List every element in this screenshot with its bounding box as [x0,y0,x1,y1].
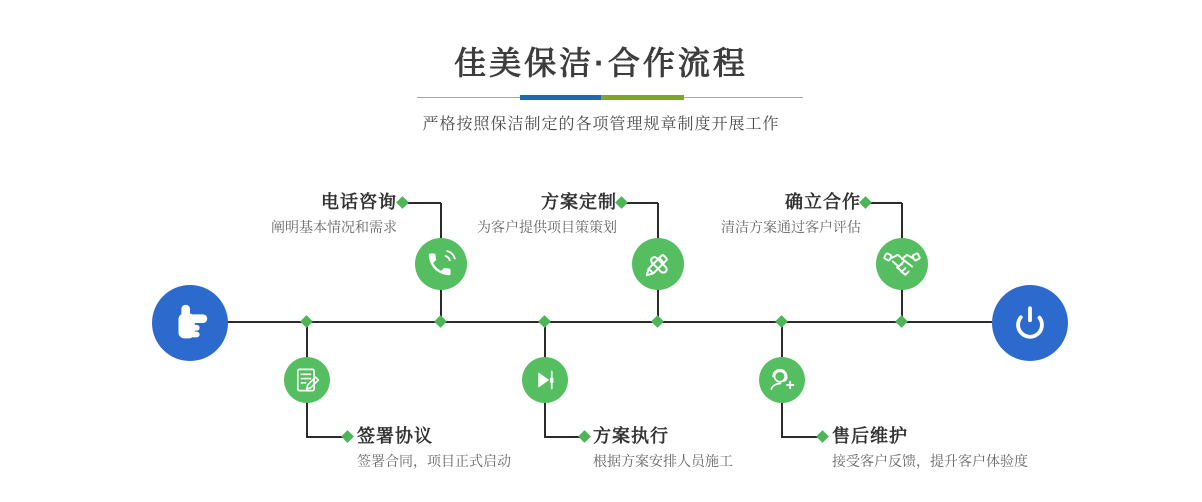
diamond-marker [651,315,664,328]
step-callout-phone [271,190,397,238]
step-node-cooperate [876,238,928,290]
diamond-marker [300,315,313,328]
title-divider-blue-segment [520,95,601,100]
document-sign-icon [290,363,324,397]
handshake-icon [882,244,922,284]
step-node-execute [522,357,568,403]
step-title: 确立合作 [785,192,861,212]
diamond-marker [816,430,829,443]
pointing-hand-icon [167,300,213,346]
step-desc: 为客户提供项目策策划 [477,219,617,235]
step-title: 签署协议 [357,426,433,446]
diamond-marker [859,196,872,209]
diamond-marker [396,196,409,209]
timeline-main-line [227,321,992,323]
step-desc: 接受客户反馈，提升客户体验度 [832,453,1028,469]
diamond-marker [434,315,447,328]
step-title: 电话咨询 [321,192,397,212]
step-callout-execute [593,424,733,472]
step-node-contract [284,357,330,403]
diamond-marker [895,315,908,328]
pencil-design-icon [638,244,678,284]
step-callout-cooperate [721,190,861,238]
play-slider-icon [528,363,562,397]
diamond-marker [341,430,354,443]
step-node-phone [415,238,467,290]
timeline-end-node [992,285,1068,361]
step-desc: 签署合同，项目正式启动 [357,453,511,469]
step-callout-aftersales [832,424,1028,472]
diamond-marker [775,315,788,328]
step-title: 方案执行 [593,426,669,446]
step-desc: 阐明基本情况和需求 [271,219,397,235]
title-divider-green-segment [601,95,684,100]
power-icon [1008,301,1052,345]
page-subtitle: 严格按照保洁制定的各项管理规章制度开展工作 [422,116,780,133]
step-node-design [632,238,684,290]
timeline-start-node [152,285,228,361]
phone-icon [421,244,461,284]
headset-plus-icon [765,363,799,397]
step-callout-contract [357,424,511,472]
step-callout-design [477,190,617,238]
page-title: 佳美保洁·合作流程 [454,45,748,81]
step-title: 售后维护 [832,426,908,446]
diamond-marker [578,430,591,443]
step-node-aftersales [759,357,805,403]
step-desc: 根据方案安排人员施工 [593,453,733,469]
diamond-marker [615,196,628,209]
step-title: 方案定制 [541,192,617,212]
step-desc: 清洁方案通过客户评估 [721,219,861,235]
diamond-marker [538,315,551,328]
